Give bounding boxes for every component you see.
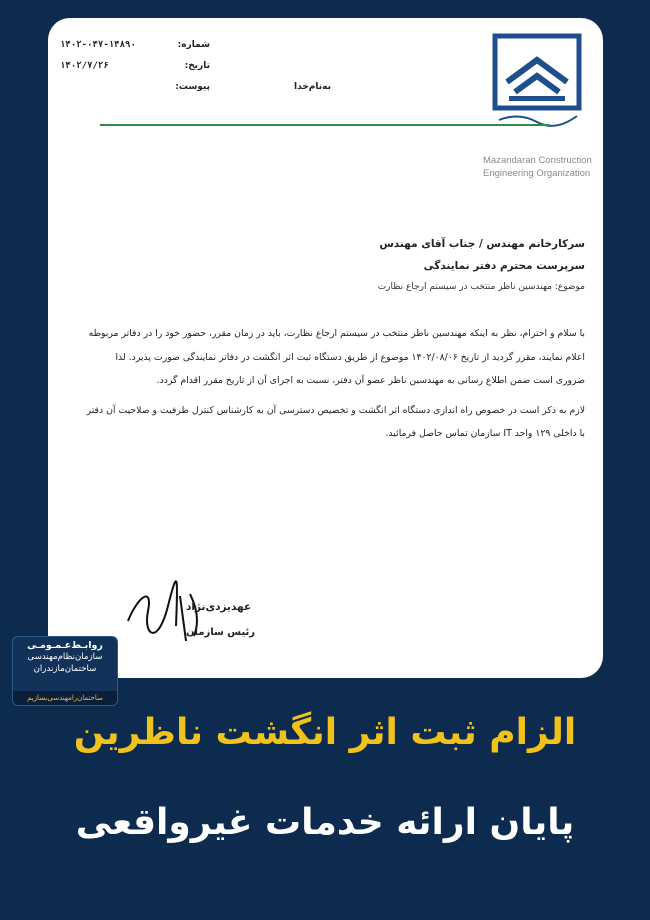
meta-date-row — [60, 61, 210, 82]
letter-meta — [60, 40, 210, 103]
signer-title: رئیس سازمان — [186, 627, 256, 638]
letter-body — [85, 238, 585, 452]
paragraph-2: لازم به ذکر است در خصوص راه اندازی دستگاه اثر انگشت و تخصیص دسترسی آن به کارشناس کنترل ظرفیت و صلاحیت آن دفتر با داخلی ۱۲۹ واحد IT سازمان تماس حاصل فرمائید. — [86, 404, 585, 439]
subject-line: موضوع: مهندسین ناظر منتخب در سیستم ارجاع نظارت — [377, 282, 585, 292]
org-name-en-line2: Engineering Organization — [483, 168, 591, 179]
org-logo-icon — [489, 30, 585, 130]
meta-number-row — [60, 40, 210, 61]
headline-line1: الزام ثبت اثر انگشت ناظرین — [73, 712, 577, 753]
date-value: ۱۴۰۲/۷/۲۶ — [60, 61, 109, 71]
headline-line2: پایان ارائه خدمات غیرواقعی — [75, 802, 575, 843]
addressee-line2: سرپرست محترم دفتر نمایندگی — [423, 260, 585, 272]
signer-name: عهدیزدی‌نژاد — [186, 601, 252, 613]
official-letter — [48, 18, 603, 678]
paragraph-1: با سلام و احترام، نظر به اینکه مهندسین ناظر منتخب در سیستم ارجاع نظارت، باید در زمان مقرر، حضور خود را در دفاتر مربوطه اعلام نمایند، مقرر گردید از تاریخ ۱۴۰۲/۰۸/۰۶ موضوع از طریق دستگاه ثبت اثر انگشت در دفاتر نمایندگی صورت پذیرد. لذا ضروری است ضمن اطلاع رسانی به مهندسین ناظر عضو آن دفتر، نسبت به اجرای آن از تاریخ مقرر اقدام گردد. — [88, 328, 585, 386]
date-label: تاریخ: — [184, 61, 210, 71]
public-relations-badge — [12, 636, 118, 706]
header-divider — [100, 124, 549, 126]
meta-attachment-row — [60, 82, 210, 103]
besmellah: به‌نام‌خدا — [294, 82, 331, 92]
badge-line2: سازمان‌نظام‌مهندسی — [27, 652, 103, 662]
org-name-english — [483, 154, 593, 180]
badge-slogan: ساختمان‌را‌مهندسی‌بسازیم — [13, 691, 117, 705]
badge-line3: ساختمان‌مازندران — [33, 664, 97, 674]
number-label: شماره: — [177, 40, 210, 50]
org-name-en-line1: Mazandaran Construction — [483, 155, 592, 166]
addressee-line1: سرکارخانم مهندس / جناب آقای مهندس — [379, 238, 585, 250]
number-value: ۱۴۰۲-۰۴۷-۱۴۸۹۰ — [60, 40, 136, 50]
attachment-label: پیوست: — [175, 82, 210, 92]
badge-line1: روابـط‌عـمـومـی — [27, 640, 103, 651]
